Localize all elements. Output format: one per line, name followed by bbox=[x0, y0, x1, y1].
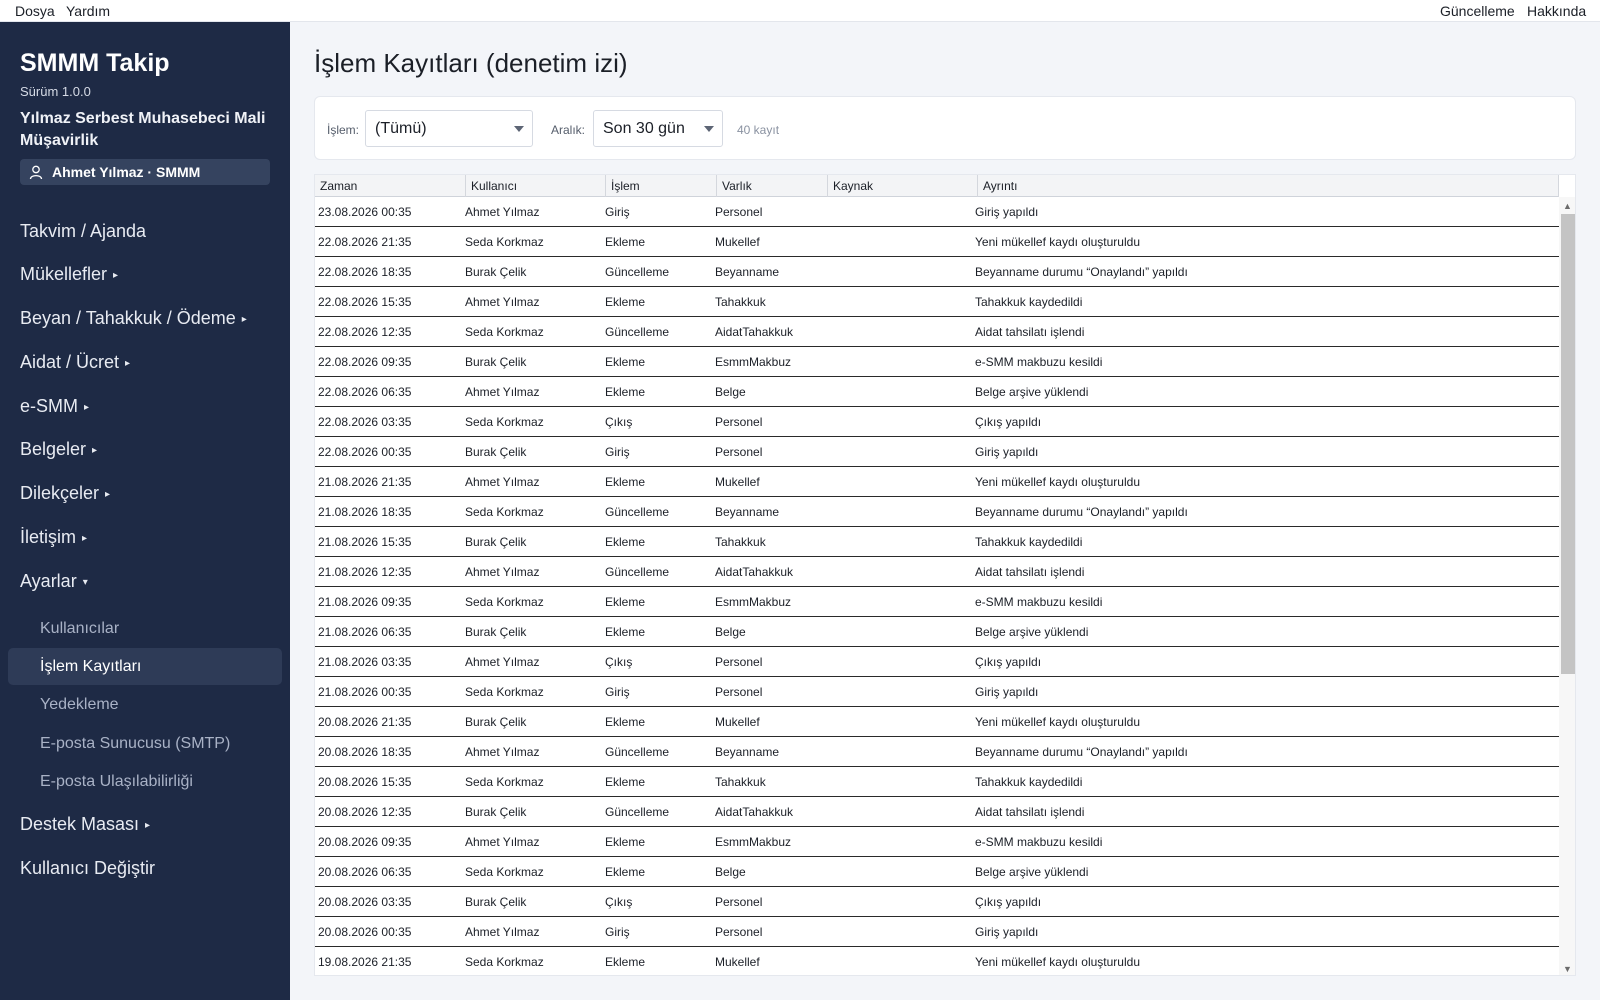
sub-islem-kayitlari[interactable]: İşlem Kayıtları bbox=[40, 658, 142, 675]
table-row[interactable] bbox=[315, 737, 1559, 767]
table-row[interactable] bbox=[315, 497, 1559, 527]
cell-ayrinti: Aidat tahsilatı işlendi bbox=[975, 805, 1085, 819]
cell-islem: Giriş bbox=[605, 685, 630, 699]
cell-kullanici: Seda Korkmaz bbox=[465, 235, 544, 249]
cell-zaman: 21.08.2026 21:35 bbox=[318, 475, 412, 489]
table-row[interactable] bbox=[315, 287, 1559, 317]
cell-ayrinti: Tahakkuk kaydedildi bbox=[975, 535, 1083, 549]
cell-varlik: Beyanname bbox=[715, 265, 780, 279]
cell-kullanici: Seda Korkmaz bbox=[465, 415, 544, 429]
cell-zaman: 22.08.2026 06:35 bbox=[318, 385, 412, 399]
cell-islem: Güncelleme bbox=[605, 745, 670, 759]
cell-islem: Çıkış bbox=[605, 415, 633, 429]
column-header-ayrinti[interactable]: Ayrıntı bbox=[978, 175, 1559, 197]
cell-zaman: 21.08.2026 09:35 bbox=[318, 595, 412, 609]
cell-varlik: Tahakkuk bbox=[715, 535, 766, 549]
audit-log-table bbox=[314, 174, 1576, 976]
nav-esmm-label: e-SMM bbox=[20, 396, 78, 416]
cell-zaman: 21.08.2026 00:35 bbox=[318, 685, 412, 699]
cell-zaman: 22.08.2026 03:35 bbox=[318, 415, 412, 429]
cell-zaman: 20.08.2026 00:35 bbox=[318, 925, 412, 939]
table-row[interactable] bbox=[315, 917, 1559, 947]
cell-varlik: Tahakkuk bbox=[715, 295, 766, 309]
cell-varlik: Mukellef bbox=[715, 715, 760, 729]
cell-islem: Ekleme bbox=[605, 535, 646, 549]
cell-zaman: 22.08.2026 18:35 bbox=[318, 265, 412, 279]
expand-arrow-icon: ▸ bbox=[125, 358, 131, 369]
cell-zaman: 20.08.2026 06:35 bbox=[318, 865, 412, 879]
expand-arrow-icon: ▸ bbox=[84, 402, 90, 413]
cell-kullanici: Ahmet Yılmaz bbox=[465, 835, 540, 849]
cell-varlik: Belge bbox=[715, 625, 746, 639]
cell-ayrinti: Tahakkuk kaydedildi bbox=[975, 295, 1083, 309]
expand-arrow-icon: ▸ bbox=[113, 270, 119, 281]
cell-zaman: 21.08.2026 12:35 bbox=[318, 565, 412, 579]
cell-ayrinti: Belge arşive yüklendi bbox=[975, 625, 1089, 639]
cell-varlik: EsmmMakbuz bbox=[715, 835, 792, 849]
cell-varlik: Personel bbox=[715, 685, 763, 699]
cell-islem: Giriş bbox=[605, 925, 630, 939]
nav-mukellefler-label: Mükellefler bbox=[20, 264, 108, 284]
nav-dilekceler-label: Dilekçeler bbox=[20, 483, 100, 503]
cell-varlik: Tahakkuk bbox=[715, 775, 766, 789]
aralik-filter-select[interactable] bbox=[593, 110, 723, 147]
cell-kullanici: Burak Çelik bbox=[465, 355, 527, 369]
expand-arrow-icon: ▸ bbox=[82, 533, 88, 544]
cell-varlik: Mukellef bbox=[715, 235, 760, 249]
cell-islem: Ekleme bbox=[605, 385, 646, 399]
cell-ayrinti: Aidat tahsilatı işlendi bbox=[975, 565, 1085, 579]
cell-islem: Ekleme bbox=[605, 355, 646, 369]
cell-islem: Güncelleme bbox=[605, 265, 670, 279]
cell-ayrinti: Beyanname durumu “Onaylandı” yapıldı bbox=[975, 505, 1188, 519]
cell-ayrinti: Yeni mükellef kaydı oluşturuldu bbox=[975, 715, 1140, 729]
islem-filter-value: (Tümü) bbox=[375, 120, 427, 137]
cell-islem: Çıkış bbox=[605, 655, 633, 669]
cell-ayrinti: Giriş yapıldı bbox=[975, 925, 1039, 939]
table-row[interactable] bbox=[315, 617, 1559, 647]
menu-bar bbox=[0, 0, 1600, 22]
cell-varlik: Personel bbox=[715, 445, 763, 459]
cell-ayrinti: Yeni mükellef kaydı oluşturuldu bbox=[975, 955, 1140, 969]
cell-ayrinti: Aidat tahsilatı işlendi bbox=[975, 325, 1085, 339]
cell-zaman: 20.08.2026 15:35 bbox=[318, 775, 412, 789]
cell-kullanici: Burak Çelik bbox=[465, 445, 527, 459]
nav-beyan-label: Beyan / Tahakkuk / Ödeme bbox=[20, 308, 236, 328]
cell-ayrinti: Çıkış yapıldı bbox=[975, 655, 1042, 669]
menu-about[interactable]: Hakkında bbox=[1527, 3, 1587, 19]
cell-ayrinti: Giriş yapıldı bbox=[975, 685, 1039, 699]
cell-kullanici: Seda Korkmaz bbox=[465, 505, 544, 519]
nav-dilekceler[interactable] bbox=[20, 483, 110, 504]
table-row[interactable] bbox=[315, 857, 1559, 887]
cell-islem: Giriş bbox=[605, 445, 630, 459]
table-row[interactable] bbox=[315, 797, 1559, 827]
nav-takvim-label: Takvim / Ajanda bbox=[20, 221, 147, 241]
cell-varlik: Personel bbox=[715, 895, 763, 909]
menu-update[interactable]: Güncelleme bbox=[1440, 3, 1515, 19]
table-row[interactable] bbox=[315, 827, 1559, 857]
nav-kullanici-degistir[interactable] bbox=[20, 858, 155, 879]
current-user-name: Ahmet Yılmaz · SMMM bbox=[52, 164, 201, 180]
cell-varlik: AidatTahakkuk bbox=[715, 325, 794, 339]
cell-kullanici: Ahmet Yılmaz bbox=[465, 745, 540, 759]
cell-zaman: 21.08.2026 03:35 bbox=[318, 655, 412, 669]
cell-islem: Giriş bbox=[605, 205, 630, 219]
menu-help[interactable]: Yardım bbox=[66, 3, 111, 19]
cell-kullanici: Seda Korkmaz bbox=[465, 595, 544, 609]
cell-islem: Ekleme bbox=[605, 475, 646, 489]
cell-islem: Güncelleme bbox=[605, 805, 670, 819]
cell-zaman: 20.08.2026 21:35 bbox=[318, 715, 412, 729]
nav-beyan[interactable] bbox=[20, 308, 247, 329]
cell-ayrinti: e-SMM makbuzu kesildi bbox=[975, 835, 1103, 849]
cell-zaman: 21.08.2026 06:35 bbox=[318, 625, 412, 639]
cell-kullanici: Burak Çelik bbox=[465, 265, 527, 279]
cell-ayrinti: Çıkış yapıldı bbox=[975, 895, 1042, 909]
expand-arrow-icon: ▸ bbox=[145, 820, 151, 831]
cell-ayrinti: Beyanname durumu “Onaylandı” yapıldı bbox=[975, 265, 1188, 279]
cell-varlik: EsmmMakbuz bbox=[715, 355, 792, 369]
filter-bar bbox=[314, 96, 1576, 160]
cell-varlik: Beyanname bbox=[715, 745, 780, 759]
sidebar bbox=[0, 22, 290, 1000]
cell-varlik: Personel bbox=[715, 655, 763, 669]
aralik-filter-label: Aralık: bbox=[551, 123, 586, 137]
sub-yedekleme[interactable]: Yedekleme bbox=[40, 696, 119, 713]
islem-filter-label: İşlem: bbox=[327, 123, 360, 137]
cell-zaman: 21.08.2026 18:35 bbox=[318, 505, 412, 519]
cell-varlik: Mukellef bbox=[715, 955, 760, 969]
nav-takvim[interactable] bbox=[20, 221, 146, 242]
cell-kullanici: Seda Korkmaz bbox=[465, 685, 544, 699]
cell-kullanici: Ahmet Yılmaz bbox=[465, 295, 540, 309]
cell-ayrinti: Yeni mükellef kaydı oluşturuldu bbox=[975, 475, 1140, 489]
column-header-varlik[interactable]: Varlık bbox=[717, 175, 828, 197]
table-row[interactable] bbox=[315, 887, 1559, 917]
cell-islem: Güncelleme bbox=[605, 565, 670, 579]
cell-zaman: 20.08.2026 12:35 bbox=[318, 805, 412, 819]
cell-ayrinti: Belge arşive yüklendi bbox=[975, 865, 1089, 879]
cell-varlik: Personel bbox=[715, 415, 763, 429]
cell-varlik: EsmmMakbuz bbox=[715, 595, 792, 609]
nav-ayarlar-label: Ayarlar bbox=[20, 571, 77, 591]
cell-zaman: 21.08.2026 15:35 bbox=[318, 535, 412, 549]
nav-aidat[interactable] bbox=[20, 352, 130, 373]
table-row[interactable] bbox=[315, 767, 1559, 797]
cell-kullanici: Seda Korkmaz bbox=[465, 865, 544, 879]
cell-varlik: Beyanname bbox=[715, 505, 780, 519]
user-icon bbox=[28, 164, 44, 180]
record-count: 40 kayıt bbox=[737, 123, 780, 137]
cell-ayrinti: Belge arşive yüklendi bbox=[975, 385, 1089, 399]
table-header bbox=[315, 175, 1559, 197]
table-row[interactable] bbox=[315, 437, 1559, 467]
app-title: SMMM Takip bbox=[20, 49, 170, 77]
cell-kullanici: Burak Çelik bbox=[465, 715, 527, 729]
cell-kullanici: Seda Korkmaz bbox=[465, 955, 544, 969]
cell-kullanici: Burak Çelik bbox=[465, 895, 527, 909]
cell-varlik: AidatTahakkuk bbox=[715, 565, 794, 579]
cell-zaman: 23.08.2026 00:35 bbox=[318, 205, 412, 219]
cell-zaman: 22.08.2026 12:35 bbox=[318, 325, 412, 339]
table-row[interactable] bbox=[315, 377, 1559, 407]
cell-kullanici: Ahmet Yılmaz bbox=[465, 925, 540, 939]
nav-kullanici-degistir-label: Kullanıcı Değiştir bbox=[20, 858, 156, 878]
cell-ayrinti: e-SMM makbuzu kesildi bbox=[975, 355, 1103, 369]
nav-aidat-label: Aidat / Ücret bbox=[20, 352, 120, 372]
cell-islem: Ekleme bbox=[605, 295, 646, 309]
dropdown-caret-icon bbox=[514, 126, 524, 132]
cell-zaman: 22.08.2026 00:35 bbox=[318, 445, 412, 459]
column-header-kullanici[interactable]: Kullanıcı bbox=[466, 175, 606, 197]
scroll-down-icon[interactable]: ▼ bbox=[1563, 964, 1572, 974]
cell-zaman: 19.08.2026 21:35 bbox=[318, 955, 412, 969]
expand-arrow-icon: ▸ bbox=[241, 314, 247, 325]
scrollbar-thumb[interactable] bbox=[1561, 214, 1575, 674]
cell-varlik: Belge bbox=[715, 865, 746, 879]
cell-ayrinti: Çıkış yapıldı bbox=[975, 415, 1042, 429]
table-row[interactable] bbox=[315, 227, 1559, 257]
cell-islem: Ekleme bbox=[605, 625, 646, 639]
column-header-zaman[interactable]: Zaman bbox=[315, 175, 466, 197]
page-title: İşlem Kayıtları (denetim izi) bbox=[314, 48, 628, 78]
nav-iletisim[interactable] bbox=[20, 527, 87, 548]
expand-arrow-icon: ▸ bbox=[92, 445, 98, 456]
cell-zaman: 20.08.2026 03:35 bbox=[318, 895, 412, 909]
cell-kullanici: Ahmet Yılmaz bbox=[465, 385, 540, 399]
cell-islem: Ekleme bbox=[605, 865, 646, 879]
nav-esmm[interactable] bbox=[20, 396, 89, 417]
menu-file[interactable]: Dosya bbox=[15, 3, 55, 19]
cell-kullanici: Burak Çelik bbox=[465, 805, 527, 819]
sub-kullanicilar[interactable]: Kullanıcılar bbox=[40, 620, 120, 637]
cell-ayrinti: e-SMM makbuzu kesildi bbox=[975, 595, 1103, 609]
cell-islem: Ekleme bbox=[605, 835, 646, 849]
column-header-islem[interactable]: İşlem bbox=[606, 175, 717, 197]
table-row[interactable] bbox=[315, 647, 1559, 677]
table-row[interactable] bbox=[315, 257, 1559, 287]
table-row[interactable] bbox=[315, 347, 1559, 377]
firm-name: Yılmaz Serbest Muhasebeci Mali Müşavirlik bbox=[20, 110, 266, 149]
cell-islem: Güncelleme bbox=[605, 505, 670, 519]
cell-islem: Ekleme bbox=[605, 715, 646, 729]
cell-kullanici: Ahmet Yılmaz bbox=[465, 565, 540, 579]
table-row[interactable] bbox=[315, 677, 1559, 707]
expand-arrow-icon: ▸ bbox=[105, 489, 111, 500]
cell-zaman: 20.08.2026 18:35 bbox=[318, 745, 412, 759]
sub-smtp[interactable]: E-posta Sunucusu (SMTP) bbox=[40, 735, 231, 752]
table-row[interactable] bbox=[315, 467, 1559, 497]
cell-kullanici: Seda Korkmaz bbox=[465, 325, 544, 339]
cell-islem: Ekleme bbox=[605, 235, 646, 249]
cell-kullanici: Ahmet Yılmaz bbox=[465, 205, 540, 219]
cell-islem: Ekleme bbox=[605, 595, 646, 609]
vertical-scrollbar[interactable] bbox=[1559, 197, 1576, 976]
column-header-kaynak[interactable]: Kaynak bbox=[828, 175, 978, 197]
cell-ayrinti: Beyanname durumu “Onaylandı” yapıldı bbox=[975, 745, 1188, 759]
nav-belgeler-label: Belgeler bbox=[20, 439, 87, 459]
nav-mukellefler[interactable] bbox=[20, 264, 118, 285]
cell-islem: Çıkış bbox=[605, 895, 633, 909]
table-row[interactable] bbox=[315, 707, 1559, 737]
cell-varlik: AidatTahakkuk bbox=[715, 805, 794, 819]
current-user-badge bbox=[20, 159, 270, 185]
cell-zaman: 22.08.2026 21:35 bbox=[318, 235, 412, 249]
cell-varlik: Mukellef bbox=[715, 475, 760, 489]
cell-kullanici: Burak Çelik bbox=[465, 535, 527, 549]
cell-varlik: Personel bbox=[715, 205, 763, 219]
cell-ayrinti: Giriş yapıldı bbox=[975, 445, 1039, 459]
table-row[interactable] bbox=[315, 317, 1559, 347]
nav-belgeler[interactable] bbox=[20, 439, 97, 460]
sub-ulasilabilirlik[interactable]: E-posta Ulaşılabilirliği bbox=[40, 773, 193, 790]
cell-kullanici: Seda Korkmaz bbox=[465, 775, 544, 789]
dropdown-caret-icon bbox=[704, 126, 714, 132]
table-row[interactable] bbox=[315, 407, 1559, 437]
collapse-arrow-icon: ▾ bbox=[82, 577, 88, 588]
cell-ayrinti: Yeni mükellef kaydı oluşturuldu bbox=[975, 235, 1140, 249]
islem-filter-select[interactable] bbox=[365, 110, 533, 147]
cell-ayrinti: Giriş yapıldı bbox=[975, 205, 1039, 219]
cell-islem: Ekleme bbox=[605, 775, 646, 789]
aralik-filter-value: Son 30 gün bbox=[603, 120, 685, 137]
table-row[interactable] bbox=[315, 527, 1559, 557]
nav-ayarlar[interactable] bbox=[20, 571, 88, 592]
nav-destek[interactable] bbox=[20, 814, 150, 835]
cell-zaman: 20.08.2026 09:35 bbox=[318, 835, 412, 849]
table-row[interactable] bbox=[315, 197, 1559, 227]
cell-kullanici: Burak Çelik bbox=[465, 625, 527, 639]
cell-islem: Ekleme bbox=[605, 955, 646, 969]
table-row[interactable] bbox=[315, 947, 1559, 976]
table-row[interactable] bbox=[315, 587, 1559, 617]
nav-iletisim-label: İletişim bbox=[20, 527, 77, 547]
scroll-up-icon[interactable]: ▲ bbox=[1563, 201, 1572, 211]
cell-zaman: 22.08.2026 15:35 bbox=[318, 295, 412, 309]
app-version: Sürüm 1.0.0 bbox=[20, 84, 91, 99]
cell-varlik: Belge bbox=[715, 385, 746, 399]
cell-varlik: Personel bbox=[715, 925, 763, 939]
table-row[interactable] bbox=[315, 557, 1559, 587]
cell-kullanici: Ahmet Yılmaz bbox=[465, 475, 540, 489]
nav-destek-label: Destek Masası bbox=[20, 814, 140, 834]
cell-ayrinti: Tahakkuk kaydedildi bbox=[975, 775, 1083, 789]
cell-zaman: 22.08.2026 09:35 bbox=[318, 355, 412, 369]
cell-kullanici: Ahmet Yılmaz bbox=[465, 655, 540, 669]
cell-islem: Güncelleme bbox=[605, 325, 670, 339]
